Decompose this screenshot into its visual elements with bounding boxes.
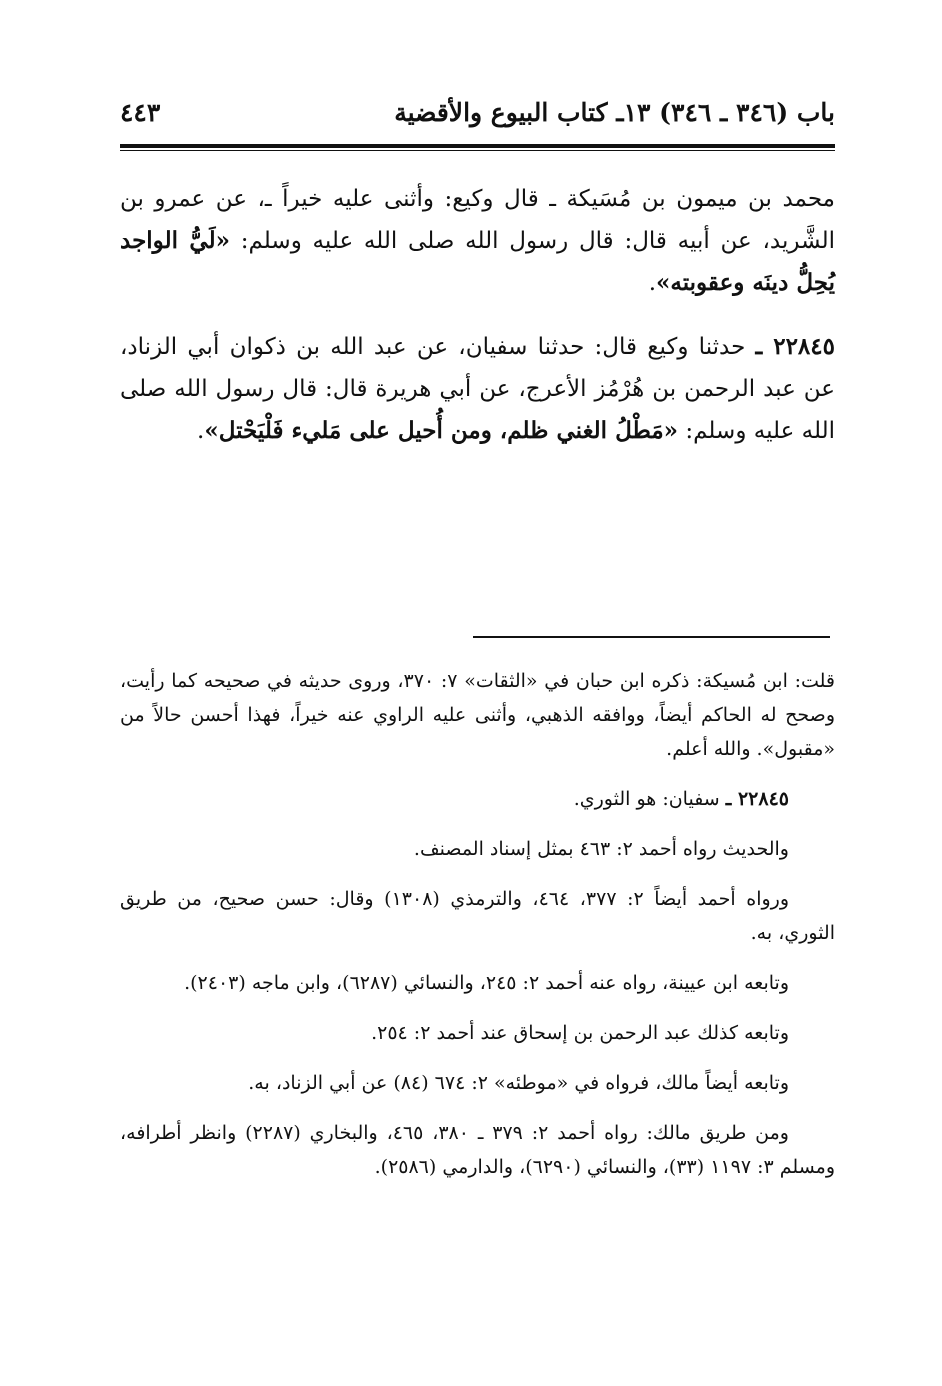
hadith-quote: «مَطْلُ الغني ظلم، ومن أُحيل على مَليء فَلْيَحْتل» xyxy=(204,417,679,444)
header-rule-thin xyxy=(120,150,835,151)
footnote: وتابعه أيضاً مالك، فرواه في «موطئه» ٢: ٦٧٤ (٨٤) عن أبي الزناد، به. xyxy=(248,1072,789,1094)
paragraph-end: . xyxy=(197,418,205,444)
footnote-text: سفيان: هو الثوري. xyxy=(573,788,726,810)
header-rule-thick xyxy=(120,144,835,148)
hadith-paragraph xyxy=(120,178,835,304)
footnotes xyxy=(120,664,835,1200)
paragraph-text: حدثنا وكيع قال: حدثنا سفيان، عن عبد الله بن ذكوان أبي الزناد، عن عبد الرحمن بن هُرْمُز الأعرج، عن أبي هريرة قال: قال رسول الله صلى الله عليه وسلم: xyxy=(120,334,835,444)
footnote: وتابعه ابن عيينة، رواه عنه أحمد ٢: ٢٤٥، والنسائي (٦٢٨٧)، وابن ماجه (٢٤٠٣). xyxy=(184,972,789,994)
footnote: ومن طريق مالك: رواه أحمد ٢: ٣٧٩ ـ ٣٨٠، ٤٦٥، والبخاري (٢٢٨٧) وانظر أطرافه، ومسلم ٣: ١١٩٧ (٣٣)، والنسائي (٦٢٩٠)، والدارمي (٢٥٨٦). xyxy=(120,1122,835,1178)
paragraph-end: . xyxy=(648,270,656,296)
hadith-number: ٢٢٨٤٥ ـ xyxy=(725,788,789,810)
running-header xyxy=(120,96,835,140)
footnote: والحديث رواه أحمد ٢: ٤٦٣ بمثل إسناد المصنف. xyxy=(413,838,789,860)
hadith-paragraph xyxy=(120,326,835,452)
main-text xyxy=(120,178,835,452)
hadith-number: ٢٢٨٤٥ ـ xyxy=(755,333,835,360)
page-number: ٤٤٣ xyxy=(120,98,161,127)
footnote xyxy=(120,782,835,816)
paragraph-text: محمد بن ميمون بن مُسَيكة ـ قال وكيع: وأثنى عليه خيراً ـ، عن عمرو بن الشَّريد، عن أبيه قال: قال رسول الله صلى الله عليه وسلم: xyxy=(120,186,835,254)
footnote: ورواه أحمد أيضاً ٢: ٣٧٧، ٤٦٤، والترمذي (١٣٠٨) وقال: حسن صحيح، من طريق الثوري، به. xyxy=(120,888,835,944)
hadith-quote: «لَيُّ الواجد يُحِلُّ دينَه وعقوبته» xyxy=(120,227,835,296)
footnote: وتابعه كذلك عبد الرحمن بن إسحاق عند أحمد ٢: ٢٥٤. xyxy=(371,1022,789,1044)
chapter-reference: باب (٣٤٦ ـ ٣٤٦) ١٣ـ كتاب البيوع والأقضية xyxy=(394,98,835,127)
footnote-separator xyxy=(473,636,830,638)
footnote: قلت: ابن مُسيكة: ذكره ابن حبان في «الثقات» ٧: ٣٧٠، وروى حديثه في صحيحه كما رأيت، وصحح له الحاكم أيضاً، ووافقه الذهبي، وأثنى عليه الراوي عنه خيراً، فهذا أحسن حالاً من «مقبول». والله أعلم. xyxy=(120,670,835,760)
